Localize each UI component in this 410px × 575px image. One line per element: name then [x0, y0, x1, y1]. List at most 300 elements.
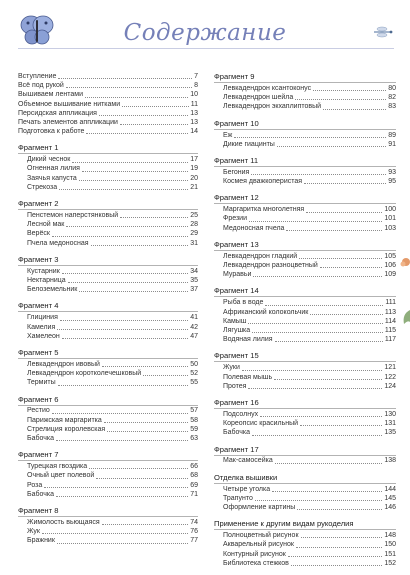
- toc-entry-page: 25: [190, 212, 198, 220]
- toc-section: [18, 395, 198, 444]
- toc-section-heading: Фрагмент 5: [18, 348, 198, 359]
- toc-entry-page: 71: [190, 490, 198, 498]
- toc-entry-title: Подготовка к работе: [18, 128, 85, 136]
- toc-entry[interactable]: [18, 518, 198, 527]
- toc-entry[interactable]: [214, 559, 396, 568]
- toc-entry-page: 77: [190, 537, 198, 545]
- toc-entry-title: Контурный рисунок: [223, 550, 286, 558]
- dot-leader: [99, 114, 188, 116]
- toc-entry-page: 55: [190, 379, 198, 387]
- toc-entry[interactable]: [18, 527, 198, 536]
- toc-entry-title: Дикие гиацинты: [223, 140, 275, 148]
- dot-leader: [85, 96, 188, 98]
- toc-section-heading: Фрагмент 16: [214, 398, 396, 409]
- dot-leader: [52, 235, 188, 237]
- toc-entry-title: Фрезии: [223, 215, 247, 223]
- toc-entry[interactable]: [18, 100, 198, 109]
- dot-leader: [62, 272, 188, 274]
- toc-entry-title: Стрелиция королевская: [27, 425, 106, 433]
- toc-entry[interactable]: [18, 313, 198, 322]
- dot-leader: [310, 313, 383, 315]
- dot-leader: [56, 495, 188, 497]
- toc-entry-title: Белоземельник: [27, 286, 78, 294]
- toc-entry-page: 145: [384, 494, 396, 502]
- toc-section: [18, 450, 198, 499]
- toc-entry-title: Акварельный рисунок: [223, 541, 294, 549]
- dot-leader: [66, 86, 192, 88]
- toc-entry-title: Всё под рукой: [18, 82, 64, 90]
- toc-entry-title: Полноцветный рисунок: [223, 532, 299, 540]
- toc-entry-title: Протея: [223, 382, 247, 390]
- toc-entry[interactable]: [18, 220, 198, 229]
- toc-section-heading: Фрагмент 14: [214, 286, 396, 297]
- toc-section: [214, 286, 396, 344]
- toc-entry-page: 69: [190, 481, 198, 489]
- toc-entry[interactable]: [214, 531, 396, 540]
- toc-entry[interactable]: [18, 285, 198, 294]
- dot-leader: [248, 322, 382, 324]
- toc-entry-page: 13: [190, 118, 198, 126]
- toc-entry-title: Левкадендрон гладкий: [223, 252, 298, 260]
- toc-entry-page: 124: [384, 382, 396, 390]
- toc-entry[interactable]: [18, 434, 198, 443]
- toc-entry-title: Глициния: [27, 314, 58, 322]
- toc-entry-page: 100: [384, 206, 396, 214]
- dot-leader: [68, 281, 189, 283]
- toc-entry-page: 31: [190, 239, 198, 247]
- dot-leader: [56, 439, 188, 441]
- toc-section: [214, 72, 396, 112]
- dot-leader: [72, 161, 188, 163]
- toc-entry-page: 89: [388, 131, 396, 139]
- toc-entry-page: 138: [384, 457, 396, 465]
- dot-leader: [107, 430, 188, 432]
- toc-entry-title: Жуки: [223, 364, 240, 372]
- toc-entry-page: 113: [384, 308, 396, 316]
- toc-entry-title: Левкадендрон ивовый: [27, 360, 100, 368]
- toc-entry-title: Стрекоза: [27, 183, 58, 191]
- toc-entry-title: Полевая мышь: [223, 373, 273, 381]
- toc-entry-title: Персидская аппликация: [18, 109, 97, 117]
- toc-entry[interactable]: [18, 165, 198, 174]
- toc-entry-page: 114: [384, 317, 396, 325]
- toc-entry[interactable]: [18, 407, 198, 416]
- toc-entry-page: 20: [190, 174, 198, 182]
- toc-entry-page: 121: [384, 364, 396, 372]
- toc-entry[interactable]: [18, 183, 198, 192]
- toc-entry-page: 117: [384, 336, 396, 344]
- toc-entry-title: Левкадендрон коротколечешковый: [27, 370, 142, 378]
- dot-leader: [62, 337, 188, 339]
- toc-entry[interactable]: [214, 252, 396, 261]
- toc-entry-title: Бражник: [27, 537, 55, 545]
- toc-entry-title: Кореопсис красильный: [223, 420, 299, 428]
- toc-entry[interactable]: [214, 503, 396, 512]
- toc-entry-page: 82: [388, 94, 396, 102]
- toc-entry[interactable]: [214, 317, 396, 326]
- dot-leader: [79, 179, 188, 181]
- toc-entry-title: Африканский колокольчик: [223, 308, 309, 316]
- toc-entry-title: Рестио: [27, 407, 50, 415]
- toc-section: [214, 351, 396, 391]
- toc-entry-page: 21: [190, 183, 198, 191]
- toc-entry[interactable]: [214, 419, 396, 428]
- toc-entry[interactable]: [18, 267, 198, 276]
- toc-entry-page: 105: [384, 252, 396, 260]
- toc-section-heading: Фрагмент 11: [214, 156, 396, 167]
- toc-entry[interactable]: [214, 494, 396, 503]
- dot-leader: [66, 225, 188, 227]
- dot-leader: [323, 108, 386, 110]
- toc-entry-page: 19: [190, 165, 198, 173]
- toc-entry-page: 28: [190, 221, 198, 229]
- toc-entry-title: Нектарница: [27, 276, 66, 284]
- dot-leader: [44, 486, 188, 488]
- toc-section: [214, 473, 396, 513]
- toc-section: [214, 398, 396, 438]
- dot-leader: [82, 170, 188, 172]
- dot-leader: [301, 536, 383, 538]
- toc-entry-title: Огненная лилия: [27, 165, 80, 173]
- toc-entry-title: Еж: [223, 131, 233, 139]
- dot-leader: [102, 365, 188, 367]
- toc-entry[interactable]: [18, 490, 198, 499]
- toc-entry-page: 135: [384, 429, 396, 437]
- dot-leader: [59, 188, 188, 190]
- toc-entry-page: 58: [190, 416, 198, 424]
- dot-leader: [265, 304, 383, 306]
- toc-section: [214, 240, 396, 280]
- toc-entry-page: 34: [190, 267, 198, 275]
- toc-entry-title: Вступление: [18, 72, 57, 80]
- toc-entry-page: 57: [190, 407, 198, 415]
- dot-leader: [79, 290, 188, 292]
- toc-section-heading: Отделка вышивки: [214, 473, 396, 484]
- toc-entry-page: 148: [384, 532, 396, 540]
- toc-entry-page: 111: [385, 299, 396, 307]
- toc-section-heading: Фрагмент 7: [18, 450, 198, 461]
- toc-entry-title: Объемное вышивание нитками: [18, 100, 121, 108]
- toc-entry-title: Очный цвет полевой: [27, 472, 95, 480]
- toc-entry-title: Лесной мак: [27, 221, 65, 229]
- toc-entry-title: Оформление картины: [223, 504, 296, 512]
- toc-entry-title: Термиты: [27, 379, 56, 387]
- dot-leader: [86, 132, 188, 134]
- toc-entry-title: Водяная лилия: [223, 336, 273, 344]
- toc-entry-title: Медоносная пчела: [223, 224, 285, 232]
- dot-leader: [297, 508, 382, 510]
- toc-entry-page: 91: [388, 140, 396, 148]
- toc-entry-title: Заячья капуста: [27, 174, 77, 182]
- dot-leader: [252, 434, 382, 436]
- toc-entry-title: Левкадендрон шейла: [223, 94, 294, 102]
- toc-entry[interactable]: [214, 308, 396, 317]
- toc-entry-page: 8: [194, 82, 198, 90]
- toc-entry[interactable]: [214, 457, 396, 466]
- toc-section-heading: Фрагмент 8: [18, 506, 198, 517]
- toc-right-column: [214, 72, 396, 575]
- page-title: Содержание: [123, 20, 287, 46]
- toc-entry-page: 109: [384, 271, 396, 279]
- toc-entry-page: 83: [388, 103, 396, 111]
- dot-leader: [143, 374, 188, 376]
- dot-leader: [272, 490, 382, 492]
- toc-entry-title: Пенстемон наперстянковый: [27, 212, 119, 220]
- toc-entry-page: 42: [190, 323, 198, 331]
- toc-entry-title: Печать элементов аппликации: [18, 118, 118, 126]
- dot-leader: [275, 340, 383, 342]
- toc-entry-page: 150: [384, 541, 396, 549]
- toc-entry[interactable]: [18, 127, 198, 136]
- toc-entry-title: Левкадендрон экхаплиптовый: [223, 103, 322, 111]
- toc-entry[interactable]: [214, 410, 396, 419]
- dot-leader: [102, 523, 189, 525]
- toc-entry-page: 41: [190, 314, 198, 322]
- toc-entry-page: 11: [190, 100, 198, 108]
- flower-decoration-icon: [394, 240, 410, 340]
- toc-section: [214, 445, 396, 466]
- dot-leader: [96, 477, 188, 479]
- dot-leader: [260, 415, 382, 417]
- toc-entry[interactable]: [214, 215, 396, 224]
- toc-entry[interactable]: [214, 326, 396, 335]
- dot-leader: [120, 123, 188, 125]
- dot-leader: [249, 220, 382, 222]
- dot-leader: [275, 462, 383, 464]
- toc-entry-title: Бабочка: [27, 435, 54, 443]
- toc-entry-title: Дикий чеснок: [27, 156, 71, 164]
- dot-leader: [89, 467, 188, 469]
- toc-entry-title: Библиотека стежков: [223, 559, 289, 567]
- dot-leader: [286, 229, 382, 231]
- toc-entry-title: Космея дважкоперистая: [223, 178, 303, 186]
- toc-section: [18, 199, 198, 248]
- toc-entry[interactable]: [18, 174, 198, 183]
- toc-entry-title: Хамелеон: [27, 332, 60, 340]
- dot-leader: [122, 105, 189, 107]
- toc-entry[interactable]: [214, 93, 396, 102]
- toc-entry[interactable]: [214, 102, 396, 111]
- toc-entry-page: 122: [384, 373, 396, 381]
- dot-leader: [104, 421, 188, 423]
- dot-leader: [60, 319, 188, 321]
- toc-entry-page: 37: [190, 286, 198, 294]
- toc-entry[interactable]: [18, 360, 198, 369]
- toc-entry[interactable]: [214, 382, 396, 391]
- toc-section-heading: Фрагмент 2: [18, 199, 198, 210]
- toc-entry-page: 14: [190, 128, 198, 136]
- toc-entry[interactable]: [18, 276, 198, 285]
- toc-entry[interactable]: [18, 72, 198, 81]
- toc-entry[interactable]: [18, 239, 198, 248]
- toc-section-heading: Фрагмент 13: [214, 240, 396, 251]
- toc-entry[interactable]: [18, 229, 198, 238]
- toc-entry-title: Вышиваем лентами: [18, 91, 83, 99]
- toc-entry-page: 93: [388, 168, 396, 176]
- toc-entry-title: Жимолость вьющаяся: [27, 518, 100, 526]
- toc-entry-title: Бабочка: [27, 490, 54, 498]
- dragonfly-icon: [372, 26, 394, 38]
- toc-entry-page: 47: [190, 332, 198, 340]
- toc-section-heading: Фрагмент 15: [214, 351, 396, 362]
- toc-entry[interactable]: [18, 155, 198, 164]
- toc-entry-page: 131: [384, 420, 396, 428]
- toc-entry-page: 10: [190, 91, 198, 99]
- toc-entry-page: 115: [384, 326, 396, 334]
- dot-leader: [255, 499, 382, 501]
- dot-leader: [252, 331, 383, 333]
- toc-entry-title: Левкадендрон разноцветный: [223, 262, 318, 270]
- toc-entry-title: Левкадендрон ксантоконус: [223, 84, 312, 92]
- toc-entry[interactable]: [214, 224, 396, 233]
- toc-entry-title: Подсолнух: [223, 410, 259, 418]
- dot-leader: [58, 77, 192, 79]
- toc-entry[interactable]: [18, 211, 198, 220]
- toc-section: [18, 301, 198, 341]
- toc-entry[interactable]: [214, 168, 396, 177]
- toc-entry-title: Бабочка: [223, 429, 250, 437]
- dot-leader: [57, 328, 188, 330]
- toc-entry-page: 59: [190, 425, 198, 433]
- toc-section: [214, 156, 396, 186]
- toc-section: [214, 119, 396, 149]
- toc-section: [18, 348, 198, 388]
- dot-leader: [57, 542, 188, 544]
- toc-entry-page: 52: [190, 370, 198, 378]
- toc-entry-page: 68: [190, 472, 198, 480]
- dot-leader: [313, 89, 386, 91]
- toc-entry-title: Пчела медоносная: [27, 239, 89, 247]
- toc-entry-title: Жук: [27, 528, 40, 536]
- toc-entry[interactable]: [18, 81, 198, 90]
- toc-entry[interactable]: [214, 270, 396, 279]
- toc-entry-page: 152: [384, 559, 396, 567]
- toc-section-heading: Фрагмент 6: [18, 395, 198, 406]
- dot-leader: [274, 378, 382, 380]
- toc-entry-title: Турецкая гвоздика: [27, 463, 88, 471]
- toc-entry[interactable]: [214, 335, 396, 344]
- toc-entry[interactable]: [18, 462, 198, 471]
- toc-entry-page: 101: [384, 215, 396, 223]
- dot-leader: [253, 275, 382, 277]
- toc-entry-page: 151: [384, 550, 396, 558]
- toc-entry[interactable]: [18, 109, 198, 118]
- toc-section-heading: Фрагмент 9: [214, 72, 396, 83]
- toc-section: [18, 143, 198, 192]
- toc-entry[interactable]: [214, 177, 396, 186]
- toc-section: [214, 193, 396, 233]
- toc-entry-title: Муравьи: [223, 271, 252, 279]
- toc-entry[interactable]: [214, 363, 396, 372]
- dot-leader: [288, 555, 383, 557]
- toc-entry-page: 76: [190, 528, 198, 536]
- dot-leader: [120, 216, 188, 218]
- toc-entry-title: Камыш: [223, 317, 247, 325]
- toc-entry-page: 50: [190, 360, 198, 368]
- toc-section-heading: Фрагмент 1: [18, 143, 198, 154]
- toc-section: [214, 519, 396, 568]
- toc-entry-page: 144: [384, 485, 396, 493]
- toc-entry-title: Маргаритка многолетняя: [223, 206, 305, 214]
- dot-leader: [52, 412, 188, 414]
- toc-entry[interactable]: [214, 540, 396, 549]
- toc-entry-page: 17: [190, 156, 198, 164]
- toc-entry-page: 7: [194, 72, 198, 80]
- toc-section-heading: Фрагмент 3: [18, 255, 198, 266]
- toc-section: [18, 72, 198, 136]
- toc-entry[interactable]: [18, 416, 198, 425]
- toc-entry[interactable]: [18, 471, 198, 480]
- toc-entry-title: Бегония: [223, 168, 250, 176]
- toc-entry[interactable]: [18, 118, 198, 127]
- toc-entry-page: 63: [190, 435, 198, 443]
- toc-entry[interactable]: [18, 481, 198, 490]
- toc-entry[interactable]: [18, 536, 198, 545]
- toc-section-heading: Применение к другим видам рукоделия: [214, 519, 396, 530]
- toc-entry-title: Мак-самосейка: [223, 457, 273, 465]
- toc-entry[interactable]: [18, 369, 198, 378]
- toc-entry-page: 35: [190, 276, 198, 284]
- toc-entry[interactable]: [214, 205, 396, 214]
- toc-entry-title: Камелия: [27, 323, 56, 331]
- dot-leader: [300, 424, 382, 426]
- toc-entry[interactable]: [18, 323, 198, 332]
- dot-leader: [306, 211, 382, 213]
- dot-leader: [251, 173, 386, 175]
- toc-entry-title: Парижская маргаритка: [27, 416, 102, 424]
- toc-section-heading: Фрагмент 17: [214, 445, 396, 456]
- dot-leader: [58, 384, 189, 386]
- toc-entry[interactable]: [214, 298, 396, 307]
- toc-entry-title: Четыре уголка: [223, 485, 271, 493]
- toc-entry[interactable]: [214, 131, 396, 140]
- dot-leader: [320, 266, 382, 268]
- toc-entry[interactable]: [214, 84, 396, 93]
- toc-entry-page: 146: [384, 504, 396, 512]
- toc-entry[interactable]: [18, 425, 198, 434]
- title-band: [0, 0, 410, 62]
- toc-entry[interactable]: [214, 261, 396, 270]
- dot-leader: [248, 387, 382, 389]
- toc-entry[interactable]: [214, 550, 396, 559]
- toc-entry-page: 106: [384, 262, 396, 270]
- toc-entry[interactable]: [18, 90, 198, 99]
- toc-entry-title: Роза: [27, 481, 43, 489]
- toc-entry-page: 95: [388, 178, 396, 186]
- dot-leader: [304, 182, 386, 184]
- toc-entry-title: Кустарник: [27, 267, 60, 275]
- toc-section-heading: Фрагмент 10: [214, 119, 396, 130]
- toc-entry[interactable]: [18, 332, 198, 341]
- toc-entry[interactable]: [214, 485, 396, 494]
- dot-leader: [234, 136, 386, 138]
- toc-entry[interactable]: [214, 140, 396, 149]
- toc-entry-page: 13: [190, 109, 198, 117]
- toc-section-heading: Фрагмент 4: [18, 301, 198, 312]
- toc-entry-title: Лягушка: [223, 326, 251, 334]
- dot-leader: [91, 244, 189, 246]
- toc-entry[interactable]: [214, 428, 396, 437]
- toc-entry-title: Верёск: [27, 230, 50, 238]
- toc-entry[interactable]: [214, 373, 396, 382]
- dot-leader: [295, 98, 386, 100]
- toc-entry[interactable]: [18, 378, 198, 387]
- toc-entry-page: 130: [384, 410, 396, 418]
- toc-entry-page: 74: [190, 518, 198, 526]
- toc-section: [18, 506, 198, 546]
- toc-entry-page: 80: [388, 84, 396, 92]
- toc-entry-title: Рыба в воде: [223, 299, 264, 307]
